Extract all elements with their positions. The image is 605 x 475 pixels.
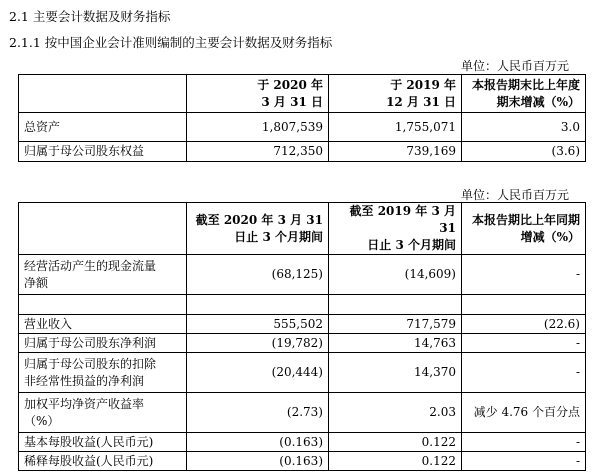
table-row — [19, 142, 586, 162]
value-cell: (20,444) — [187, 353, 329, 393]
table-row — [19, 393, 586, 433]
value-cell: (68,125) — [187, 255, 329, 295]
header-cell: 于 2020 年 3 月 31 日 — [187, 75, 329, 113]
value-cell: 14,763 — [329, 334, 462, 353]
value-cell: (22.6) — [462, 315, 586, 334]
header-cell: 本报告期比上年同期 增减（%） — [462, 203, 586, 255]
value-cell: 1,755,071 — [329, 113, 462, 142]
table-header-row — [19, 203, 586, 255]
row-label: 归属于母公司股东的扣除 非经常性损益的净利润 — [19, 353, 187, 393]
header-cell: 截至 2019 年 3 月 31 日止 3 个月期间 — [329, 203, 462, 255]
header-cell — [19, 75, 187, 113]
row-label: 营业收入 — [19, 315, 187, 334]
value-cell: 1,807,539 — [187, 113, 329, 142]
section-heading: 2.1 主要会计数据及财务指标 — [9, 9, 171, 24]
value-cell: - — [462, 255, 586, 295]
table-row — [19, 433, 586, 452]
value-cell: (3.6) — [462, 142, 586, 162]
table-row — [19, 334, 586, 353]
empty-cell — [329, 295, 462, 315]
table-row — [19, 113, 586, 142]
value-cell: (0.163) — [187, 433, 329, 452]
value-cell: 555,502 — [187, 315, 329, 334]
value-cell: 减少 4.76 个百分点 — [462, 393, 586, 433]
value-cell: 717,579 — [329, 315, 462, 334]
income-table — [18, 202, 586, 471]
value-cell: (19,782) — [187, 334, 329, 353]
value-cell: 2.03 — [329, 393, 462, 433]
value-cell: (14,609) — [329, 255, 462, 295]
row-label: 归属于母公司股东净利润 — [19, 334, 187, 353]
subsection-heading: 2.1.1 按中国企业会计准则编制的主要会计数据及财务指标 — [9, 35, 333, 50]
empty-cell — [19, 295, 187, 315]
header-cell: 于 2019 年 12 月 31 日 — [329, 75, 462, 113]
header-cell: 截至 2020 年 3 月 31 日止 3 个月期间 — [187, 203, 329, 255]
table-row — [19, 315, 586, 334]
header-cell: 本报告期末比上年度 期末增减（%） — [462, 75, 586, 113]
value-cell: (2.73) — [187, 393, 329, 433]
value-cell: 0.122 — [329, 433, 462, 452]
table-header-row — [19, 75, 586, 113]
row-label: 经营活动产生的现金流量 净额 — [19, 255, 187, 295]
row-label: 总资产 — [19, 113, 187, 142]
header-cell — [19, 203, 187, 255]
row-label: 加权平均净资产收益率 （%） — [19, 393, 187, 433]
value-cell: 712,350 — [187, 142, 329, 162]
empty-cell — [187, 295, 329, 315]
value-cell: - — [462, 353, 586, 393]
unit-label-2: 单位：人民币百万元 — [460, 188, 569, 202]
row-label: 稀释每股收益(人民币元) — [19, 452, 187, 471]
balance-sheet-table — [18, 74, 586, 162]
empty-cell — [462, 295, 586, 315]
value-cell: - — [462, 334, 586, 353]
row-label: 归属于母公司股东权益 — [19, 142, 187, 162]
value-cell: 14,370 — [329, 353, 462, 393]
table-row — [19, 255, 586, 295]
value-cell: (0.163) — [187, 452, 329, 471]
value-cell: 0.122 — [329, 452, 462, 471]
table-row-spacer — [19, 295, 586, 315]
unit-label-1: 单位：人民币百万元 — [460, 59, 569, 73]
table-row — [19, 452, 586, 471]
row-label: 基本每股收益(人民币元) — [19, 433, 187, 452]
value-cell: 3.0 — [462, 113, 586, 142]
value-cell: 739,169 — [329, 142, 462, 162]
table-row — [19, 353, 586, 393]
value-cell: - — [462, 452, 586, 471]
value-cell: - — [462, 433, 586, 452]
